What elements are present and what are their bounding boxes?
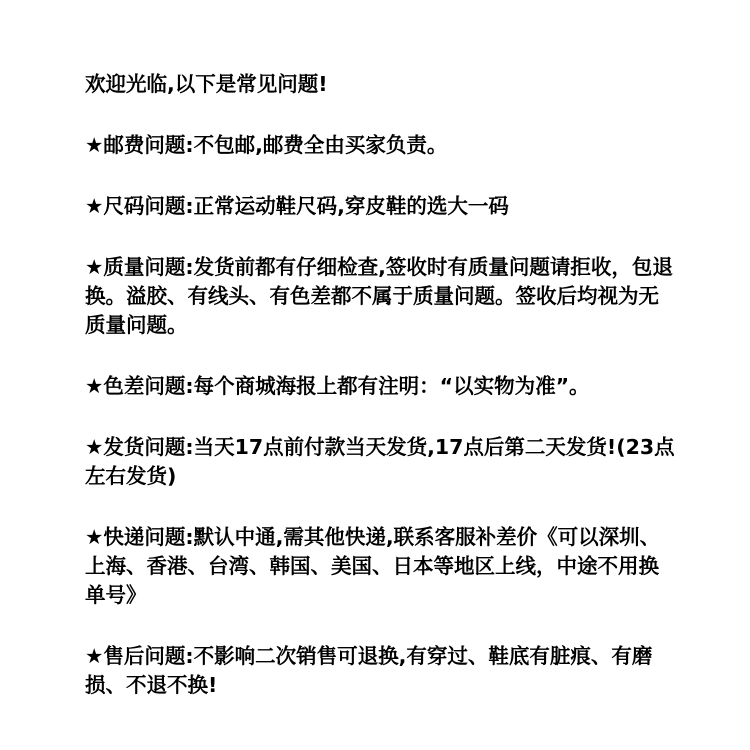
faq-item-label: 发货问题: (103, 435, 194, 459)
star-icon: ★ (85, 525, 104, 549)
faq-item-quality (85, 253, 675, 340)
star-icon: ★ (85, 374, 104, 398)
faq-item-after-sales (85, 642, 675, 700)
star-icon: ★ (85, 255, 104, 279)
faq-item-shipping-fee (85, 131, 675, 160)
faq-item-delivery (85, 433, 675, 491)
faq-item-label: 色差问题: (103, 374, 194, 398)
star-icon: ★ (85, 435, 104, 459)
faq-item-courier (85, 523, 675, 610)
faq-item-label: 售后问题: (103, 644, 194, 668)
intro-line: 欢迎光临,以下是常见问题! (85, 72, 328, 96)
faq-item-text: 每个商城海报上都有注明：“以实物为准”。 (193, 374, 590, 398)
faq-item-text: 正常运动鞋尺码,穿皮鞋的选大一码 (193, 194, 509, 218)
faq-item-label: 尺码问题: (103, 194, 194, 218)
faq-item-label: 邮费问题: (103, 133, 194, 157)
faq-item-color-difference (85, 372, 675, 401)
faq-item-text: 不包邮,邮费全由买家负责。 (193, 133, 448, 157)
faq-notice (85, 70, 675, 732)
faq-item-label: 快递问题: (103, 525, 194, 549)
star-icon: ★ (85, 133, 104, 157)
faq-item-label: 质量问题: (103, 255, 194, 279)
faq-item-text: 默认中通,需其他快递,联系客服补差价《可以深圳、上海、香港、台湾、韩国、美国、日本等地区上线，中途不用换单号》 (85, 525, 661, 607)
star-icon: ★ (85, 194, 104, 218)
faq-item-text: 不影响二次销售可退换,有穿过、鞋底有脏痕、有磨损、不退不换! (85, 644, 653, 697)
faq-item-text: 发货前都有仔细检查,签收时有质量问题请拒收，包退换。溢胶、有线头、有色差都不属于质量问题。签收后均视为无质量问题。 (85, 255, 673, 337)
star-icon: ★ (85, 644, 104, 668)
faq-item-size (85, 192, 675, 221)
faq-item-text: 当天17点前付款当天发货,17点后第二天发货!(23点左右发货) (85, 435, 675, 488)
